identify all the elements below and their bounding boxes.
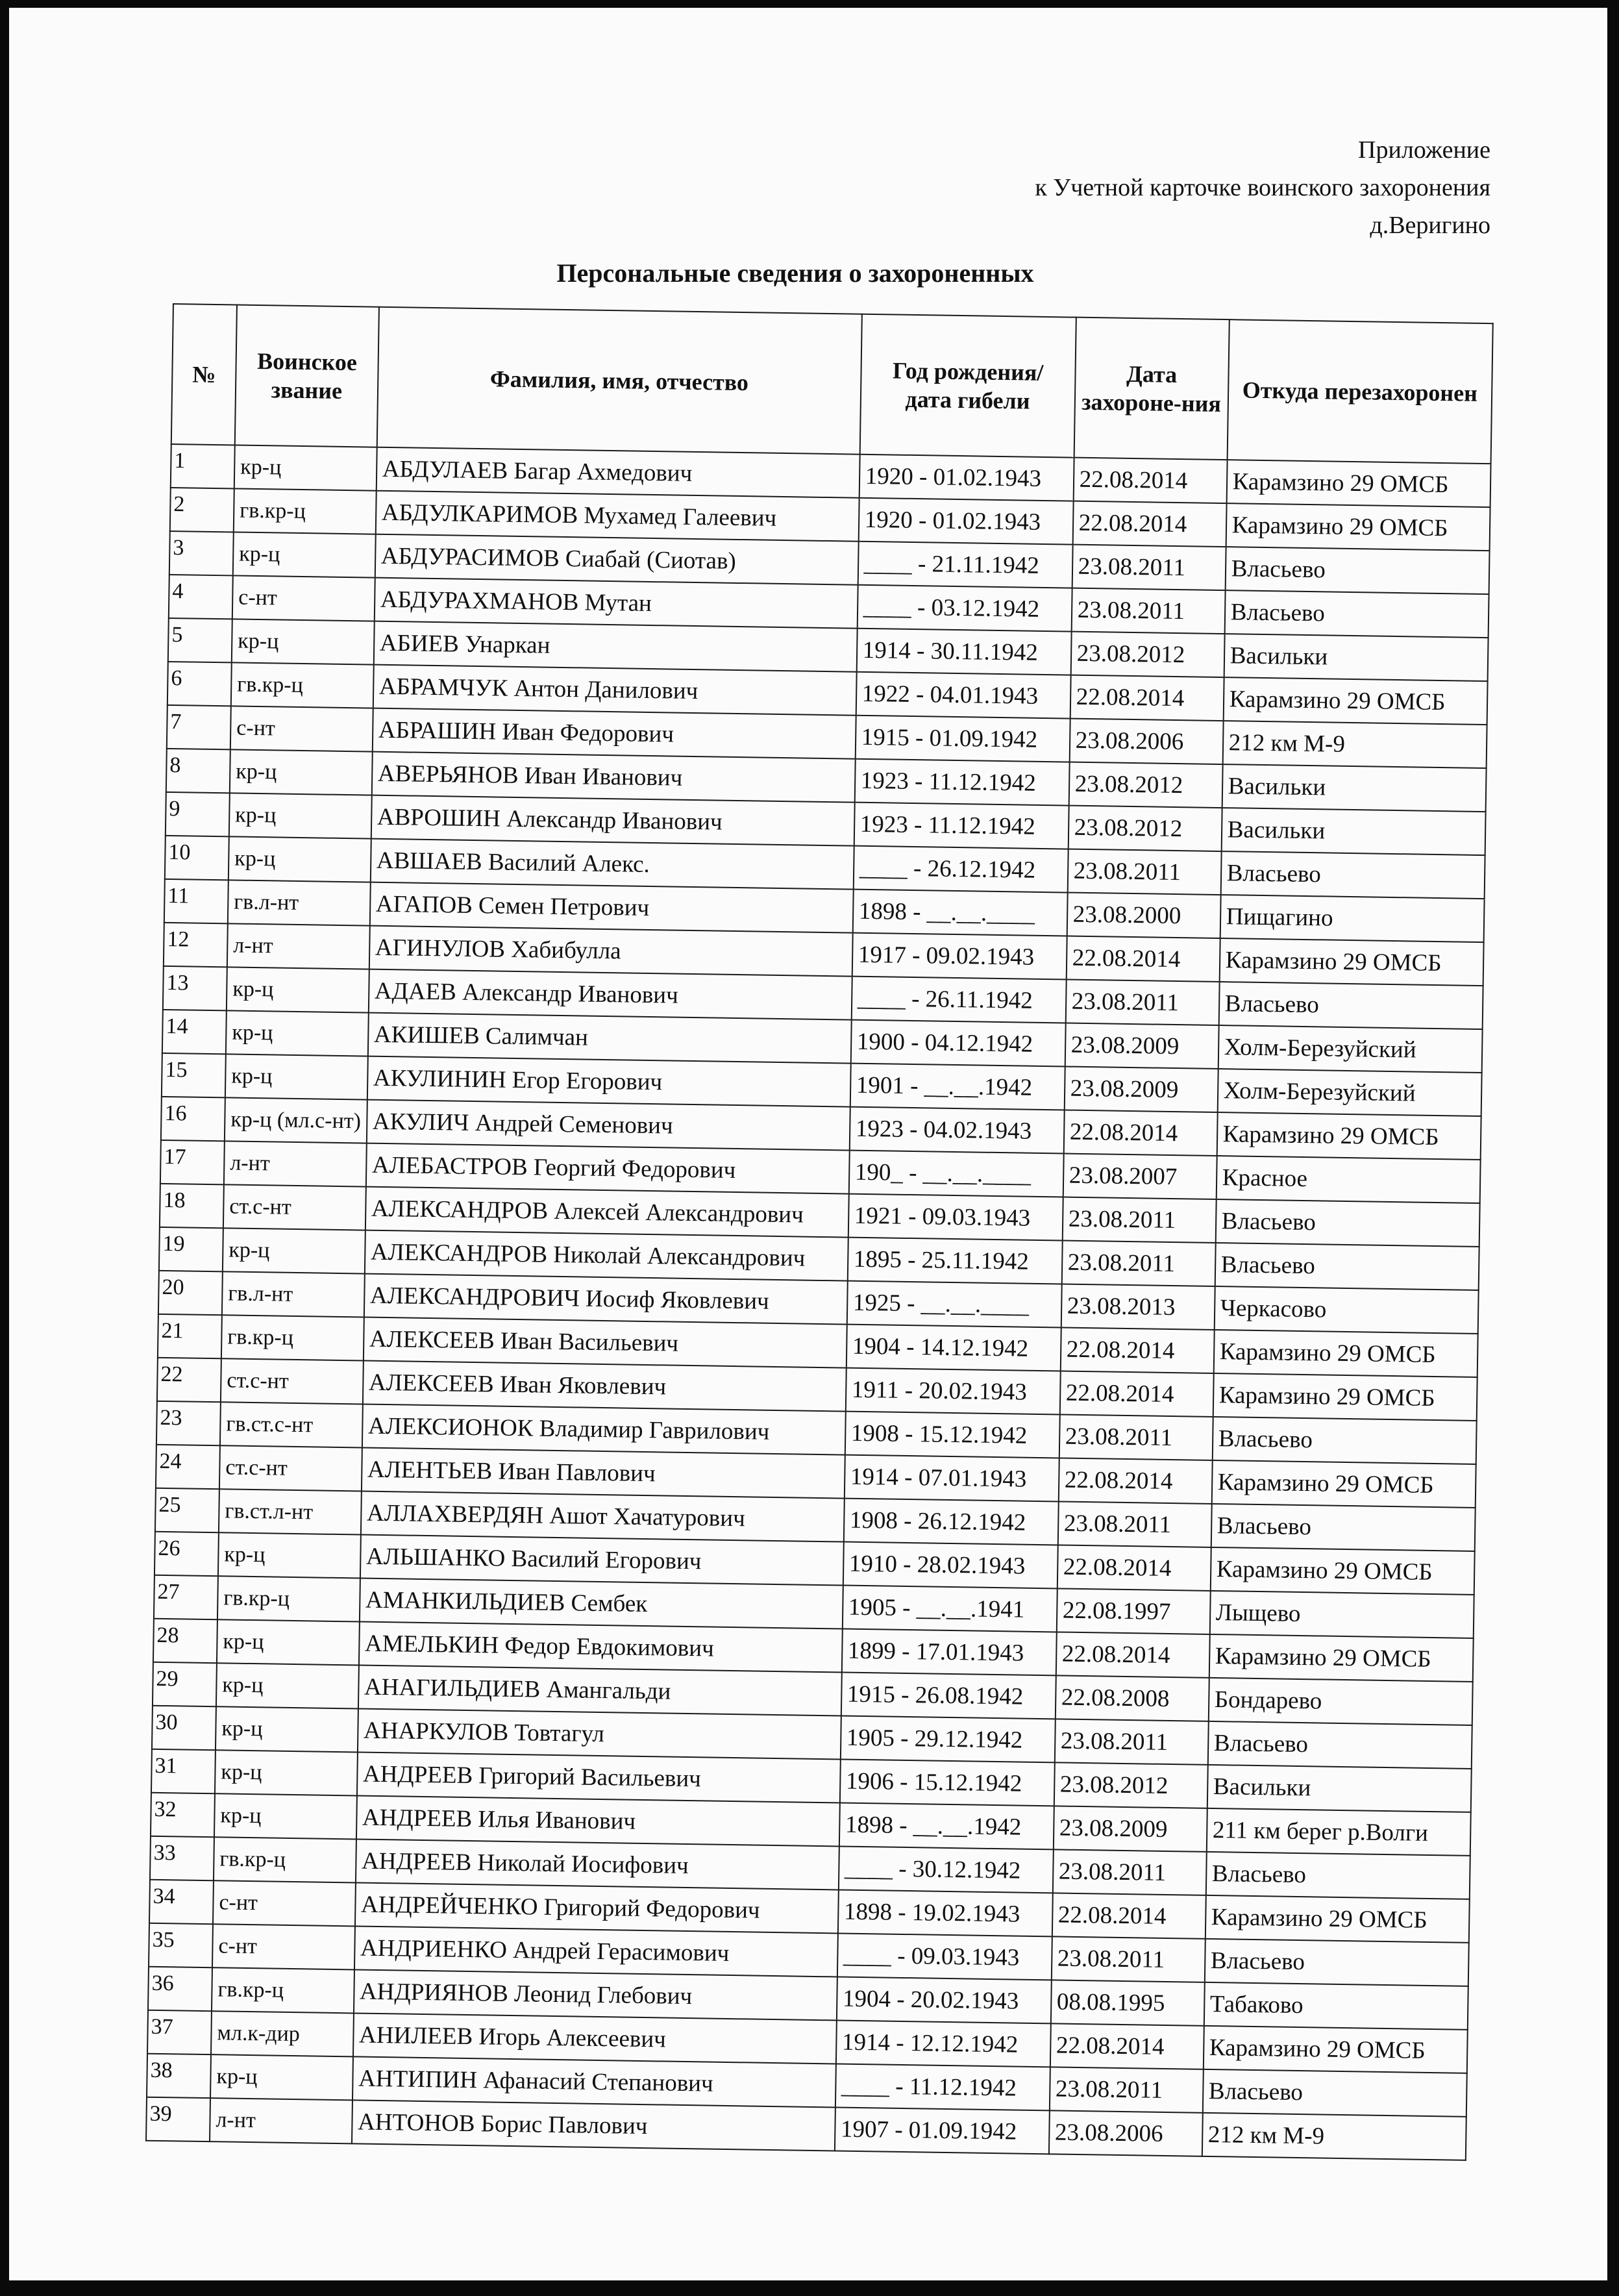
cell-origin: Власьево <box>1211 1504 1475 1551</box>
column-header-origin: Откуда перезахоронен <box>1227 319 1492 464</box>
cell-burial-date: 23.08.2007 <box>1063 1154 1217 1199</box>
cell-dates: 1922 - 04.01.1943 <box>856 672 1070 719</box>
cell-name: АЛЬШАНКО Василий Егорович <box>360 1535 844 1586</box>
cell-name: АНТИПИН Афанасий Степанович <box>352 2056 836 2107</box>
cell-rank: ст.с-нт <box>221 1358 364 1404</box>
cell-burial-date: 22.08.2014 <box>1058 1458 1212 1503</box>
cell-number: 10 <box>165 836 229 880</box>
cell-dates: 1917 - 09.02.1943 <box>852 933 1067 980</box>
cell-origin: Власьево <box>1218 982 1483 1029</box>
cell-dates: 1923 - 11.12.1942 <box>854 803 1069 849</box>
cell-name: АКУЛИЧ Андрей Семенович <box>366 1100 850 1151</box>
cell-dates: ____ - 26.11.1942 <box>851 977 1066 1023</box>
cell-burial-date: 23.08.2012 <box>1068 806 1222 851</box>
cell-dates: 1899 - 17.01.1943 <box>841 1629 1056 1676</box>
cell-number: 33 <box>150 1836 214 1880</box>
cell-number: 16 <box>161 1097 225 1141</box>
cell-origin: Васильки <box>1221 808 1485 855</box>
cell-dates: 1923 - 04.02.1943 <box>849 1107 1064 1154</box>
cell-number: 22 <box>157 1358 221 1402</box>
cell-origin: 212 км М-9 <box>1202 2113 1466 2160</box>
cell-origin: Пищагино <box>1220 895 1484 942</box>
cell-dates: ____ - 09.03.1943 <box>837 1933 1052 1980</box>
cell-rank: гв.кр-ц <box>212 1967 354 2013</box>
cell-name: АНТОНОВ Борис Павлович <box>352 2100 835 2151</box>
cell-dates: ____ - 11.12.1942 <box>835 2064 1050 2110</box>
cell-origin: Холм-Березуйский <box>1218 1025 1482 1073</box>
cell-dates: 1901 - __.__.1942 <box>850 1064 1065 1110</box>
cell-rank: гв.кр-ц <box>221 1315 364 1360</box>
cell-origin: Лыщево <box>1209 1591 1474 1638</box>
cell-rank: с-нт <box>232 575 375 621</box>
cell-rank: кр-ц <box>227 967 369 1012</box>
cell-origin: 211 км берег р.Волги <box>1206 1808 1470 1856</box>
cell-name: АНДРЕЕВ Григорий Васильевич <box>357 1752 841 1803</box>
cell-origin: Власьево <box>1215 1243 1479 1290</box>
cell-name: АВРОШИН Александр Иванович <box>371 795 854 846</box>
cell-number: 32 <box>151 1793 215 1837</box>
cell-number: 4 <box>169 575 233 619</box>
cell-number: 9 <box>166 792 230 836</box>
cell-dates: 1905 - __.__.1941 <box>842 1586 1057 1632</box>
cell-origin: 212 км М-9 <box>1222 721 1487 768</box>
cell-burial-date: 23.08.2009 <box>1053 1806 1207 1851</box>
cell-number: 36 <box>148 1967 212 2011</box>
cell-burial-date: 08.08.1995 <box>1050 1980 1204 2025</box>
cell-name: АБДУРАХМАНОВ Мутан <box>374 578 858 629</box>
cell-origin: Власьево <box>1205 1852 1470 1899</box>
cell-rank: ст.с-нт <box>219 1445 362 1491</box>
cell-burial-date: 22.08.2014 <box>1073 458 1227 503</box>
cell-name: АБДУЛАЕВ Багар Ахмедович <box>376 447 859 498</box>
cell-number: 39 <box>146 2097 210 2141</box>
cell-name: АВШАЕВ Василий Алекс. <box>370 839 854 890</box>
cell-name: АМАНКИЛЬДИЕВ Сембек <box>360 1578 843 1628</box>
cell-origin: Васильки <box>1224 634 1488 681</box>
cell-dates: 1923 - 11.12.1942 <box>854 759 1069 806</box>
cell-origin: Карамзино 29 ОМСБ <box>1203 2026 1467 2073</box>
cell-burial-date: 23.08.2011 <box>1057 1501 1211 1547</box>
cell-number: 5 <box>168 618 232 662</box>
cell-rank: гв.кр-ц <box>234 488 377 534</box>
cell-number: 7 <box>167 705 231 749</box>
cell-number: 29 <box>153 1662 217 1706</box>
cell-name: АКУЛИНИН Егор Егорович <box>367 1056 850 1107</box>
cell-origin: Власьево <box>1220 851 1485 899</box>
cell-rank: кр-ц <box>232 619 375 664</box>
cell-number: 25 <box>155 1488 219 1532</box>
header-note-line: к Учетной карточке воинского захоронения <box>1035 174 1490 201</box>
cell-rank: гв.кр-ц <box>231 662 374 708</box>
cell-burial-date: 23.08.2006 <box>1069 719 1223 764</box>
cell-burial-date: 22.08.2014 <box>1052 1893 1205 1938</box>
cell-dates: 1900 - 04.12.1942 <box>850 1020 1065 1067</box>
cell-burial-date: 23.08.2011 <box>1059 1414 1213 1460</box>
cell-dates: ____ - 03.12.1942 <box>857 585 1072 632</box>
cell-name: АНДРЕЙЧЕНКО Григорий Федорович <box>355 1882 839 1933</box>
cell-dates: ____ - 21.11.1942 <box>858 542 1072 588</box>
cell-name: АЛЕНТЬЕВ Иван Павлович <box>362 1448 845 1499</box>
header-note-line: Приложение <box>1358 136 1490 164</box>
cell-number: 35 <box>149 1923 213 1967</box>
cell-dates: 1925 - __.__.____ <box>847 1281 1061 1328</box>
cell-rank: кр-ц <box>216 1663 359 1708</box>
column-header-burial-date: Дата захороне-ния <box>1074 318 1229 460</box>
cell-name: АГИНУЛОВ Хабибулла <box>369 926 852 977</box>
cell-burial-date: 22.08.1997 <box>1056 1588 1210 1634</box>
cell-origin: Власьево <box>1215 1199 1479 1247</box>
cell-burial-date: 23.08.2012 <box>1070 632 1224 677</box>
cell-origin: Васильки <box>1222 764 1486 812</box>
cell-name: АБДУЛКАРИМОВ Мухамед Галеевич <box>375 491 859 542</box>
cell-name: АНИЛЕЕВ Игорь Алексеевич <box>353 2013 837 2064</box>
cell-dates: 1921 - 09.03.1943 <box>848 1194 1063 1241</box>
cell-rank: кр-ц <box>225 1054 368 1099</box>
cell-rank: кр-ц <box>223 1228 365 1273</box>
cell-burial-date: 23.08.2011 <box>1051 1936 1205 1982</box>
cell-burial-date: 22.08.2008 <box>1055 1675 1209 1721</box>
cell-dates: 1904 - 20.02.1943 <box>837 1977 1052 2023</box>
page-title: Персональные сведения о захороненных <box>556 258 1034 288</box>
cell-rank: гв.л-нт <box>228 880 371 925</box>
cell-origin: Карамзино 29 ОМСБ <box>1209 1634 1473 1682</box>
cell-origin: Карамзино 29 ОМСБ <box>1217 1112 1481 1160</box>
cell-number: 34 <box>149 1880 214 1924</box>
cell-dates: ____ - 26.12.1942 <box>853 846 1068 893</box>
cell-number: 27 <box>154 1575 218 1619</box>
cell-name: АЛЕКСЕЕВ Иван Васильевич <box>364 1317 847 1368</box>
cell-rank: кр-ц <box>226 1010 369 1056</box>
cell-origin: Карамзино 29 ОМСБ <box>1213 1330 1477 1377</box>
cell-name: АГАПОВ Семен Петрович <box>369 882 853 933</box>
cell-number: 8 <box>166 749 230 793</box>
cell-name: АЛЕКСАНДРОВ Алексей Александрович <box>365 1187 848 1238</box>
cell-number: 6 <box>167 662 232 706</box>
cell-burial-date: 22.08.2014 <box>1063 1110 1217 1156</box>
cell-rank: с-нт <box>212 1924 355 1969</box>
cell-number: 18 <box>160 1184 224 1228</box>
cell-name: АНДРЕЕВ Николай Иосифович <box>356 1839 839 1890</box>
cell-number: 3 <box>169 531 234 575</box>
cell-dates: 1920 - 01.02.1943 <box>858 498 1073 545</box>
cell-origin: Карамзино 29 ОМСБ <box>1210 1547 1474 1595</box>
column-header-dates: Год рождения/ дата гибели <box>859 314 1076 458</box>
cell-origin: Табаково <box>1204 1982 1468 2030</box>
cell-dates: 1908 - 26.12.1942 <box>843 1499 1058 1545</box>
cell-number: 26 <box>154 1532 219 1576</box>
cell-name: АНАГИЛЬДИЕВ Амангальди <box>358 1665 842 1716</box>
cell-burial-date: 23.08.2011 <box>1067 849 1221 895</box>
cell-origin: Карамзино 29 ОМСБ <box>1213 1373 1477 1421</box>
cell-rank: кр-ц <box>217 1619 360 1665</box>
cell-dates: 1915 - 26.08.1942 <box>841 1673 1056 1719</box>
cell-burial-date: 22.08.2014 <box>1060 1327 1214 1373</box>
cell-burial-date: 23.08.2013 <box>1061 1284 1215 1329</box>
cell-burial-date: 23.08.2011 <box>1049 2067 1203 2112</box>
cell-rank: кр-ц <box>210 2054 353 2100</box>
cell-name: АМЕЛЬКИН Федор Евдокимович <box>359 1621 843 1672</box>
cell-rank: гв.кр-ц <box>217 1576 360 1621</box>
cell-number: 20 <box>158 1271 223 1315</box>
cell-rank: кр-ц <box>229 793 372 838</box>
cell-dates: 1911 - 20.02.1943 <box>845 1368 1060 1415</box>
cell-name: АБДУРАСИМОВ Сиабай (Сиотав) <box>375 534 858 585</box>
cell-number: 19 <box>159 1227 223 1271</box>
cell-name: АВЕРЬЯНОВ Иван Иванович <box>371 752 855 803</box>
cell-rank: кр-ц <box>215 1750 358 1795</box>
cell-dates: 1908 - 15.12.1942 <box>845 1412 1059 1458</box>
cell-burial-date: 23.08.2012 <box>1054 1762 1207 1808</box>
cell-rank: с-нт <box>230 706 373 751</box>
cell-number: 11 <box>164 879 229 923</box>
cell-number: 1 <box>171 444 235 488</box>
cell-name: АБРАШИН Иван Федорович <box>372 708 856 759</box>
cell-origin: Власьево <box>1202 2069 1466 2117</box>
cell-origin: Власьево <box>1224 590 1489 638</box>
cell-rank: л-нт <box>210 2098 352 2143</box>
cell-origin: Власьево <box>1225 547 1489 594</box>
cell-origin: Власьево <box>1204 1939 1468 1986</box>
cell-origin: Красное <box>1216 1156 1480 1203</box>
cell-rank: мл.к-дир <box>211 2011 354 2056</box>
cell-rank: кр-ц <box>234 445 377 490</box>
cell-burial-date: 23.08.2006 <box>1049 2110 1203 2156</box>
cell-name: АКИШЕВ Салимчан <box>367 1013 851 1064</box>
table-header-row <box>171 304 1493 464</box>
cell-number: 17 <box>160 1140 225 1184</box>
cell-burial-date: 22.08.2014 <box>1066 936 1220 982</box>
cell-number: 12 <box>164 923 228 967</box>
cell-dates: 1898 - __.__.____ <box>852 890 1067 936</box>
cell-burial-date: 22.08.2014 <box>1057 1545 1211 1590</box>
burials-table <box>145 303 1493 2161</box>
cell-number: 15 <box>162 1053 226 1097</box>
cell-dates: 1906 - 15.12.1942 <box>839 1760 1054 1806</box>
cell-rank: с-нт <box>213 1880 356 1926</box>
cell-rank: кр-ц <box>214 1793 357 1839</box>
cell-burial-date: 23.08.2011 <box>1065 980 1219 1025</box>
cell-number: 2 <box>170 488 234 532</box>
cell-dates: 1914 - 12.12.1942 <box>836 2020 1051 2067</box>
cell-rank: кр-ц <box>230 749 373 795</box>
cell-dates: 1907 - 01.09.1942 <box>835 2107 1050 2154</box>
cell-dates: 1898 - 19.02.1943 <box>838 1890 1053 1936</box>
cell-burial-date: 23.08.2011 <box>1071 588 1225 634</box>
cell-number: 24 <box>156 1445 220 1489</box>
cell-name: АНДРЕЕВ Илья Иванович <box>356 1795 840 1846</box>
cell-burial-date: 23.08.2000 <box>1067 893 1220 938</box>
cell-name: АЛЕКСИОНОК Владимир Гаврилович <box>362 1404 846 1455</box>
cell-burial-date: 23.08.2009 <box>1064 1067 1218 1112</box>
cell-name: АЛЕКСЕЕВ Иван Яковлевич <box>363 1361 847 1412</box>
cell-origin: Бондарево <box>1208 1678 1472 1725</box>
cell-dates: 190_ - __.__.____ <box>848 1151 1063 1197</box>
cell-origin: Черкасово <box>1214 1286 1478 1334</box>
cell-number: 30 <box>152 1706 216 1750</box>
document-page <box>9 8 1607 2280</box>
cell-rank: гв.кр-ц <box>214 1837 356 1882</box>
cell-rank: кр-ц <box>229 836 371 882</box>
cell-burial-date: 23.08.2011 <box>1054 1719 1208 1764</box>
cell-origin: Карамзино 29 ОМСБ <box>1223 677 1487 725</box>
cell-name: АНДРИЯНОВ Леонид Глебович <box>354 1969 837 2020</box>
cell-rank: ст.с-нт <box>223 1184 366 1230</box>
header-note <box>1035 131 1490 244</box>
cell-burial-date: 23.08.2011 <box>1061 1240 1215 1286</box>
cell-origin: Власьево <box>1212 1417 1476 1464</box>
cell-dates: 1898 - __.__.1942 <box>839 1803 1054 1849</box>
cell-burial-date: 23.08.2011 <box>1062 1197 1216 1242</box>
cell-dates: 1905 - 29.12.1942 <box>840 1716 1055 1763</box>
cell-number: 28 <box>153 1619 217 1663</box>
cell-origin: Карамзино 29 ОМСБ <box>1205 1895 1469 1943</box>
cell-origin: Карамзино 29 ОМСБ <box>1211 1460 1476 1508</box>
cell-dates: 1914 - 30.11.1942 <box>856 629 1071 675</box>
cell-rank: л-нт <box>224 1141 367 1186</box>
cell-origin: Холм-Березуйский <box>1217 1069 1481 1116</box>
cell-rank: гв.л-нт <box>222 1271 365 1317</box>
column-header-number: № <box>171 304 237 445</box>
cell-dates: 1895 - 25.11.1942 <box>847 1238 1062 1284</box>
cell-number: 14 <box>162 1010 227 1054</box>
header-note-line: д.Веригино <box>1370 212 1490 239</box>
cell-name: АЛЕБАСТРОВ Георгий Федорович <box>365 1143 849 1194</box>
column-header-rank: Воинское звание <box>235 305 379 447</box>
column-header-name: Фамилия, имя, отчество <box>377 307 861 455</box>
cell-burial-date: 23.08.2011 <box>1072 545 1226 590</box>
cell-burial-date: 23.08.2011 <box>1052 1849 1206 1895</box>
cell-dates: ____ - 30.12.1942 <box>839 1846 1054 1893</box>
cell-name: АЛЕКСАНДРОВ Николай Александрович <box>365 1230 848 1281</box>
cell-rank: кр-ц <box>216 1706 358 1752</box>
cell-rank: гв.ст.л-нт <box>219 1489 362 1534</box>
cell-name: АНАРКУЛОВ Товтагул <box>358 1708 841 1759</box>
cell-burial-date: 23.08.2012 <box>1069 762 1222 808</box>
cell-name: АЛЛАХВЕРДЯН Ашот Хачатурович <box>361 1491 845 1542</box>
cell-rank: кр-ц <box>218 1532 361 1578</box>
cell-number: 37 <box>147 2010 212 2054</box>
cell-rank: л-нт <box>227 923 370 969</box>
cell-rank: кр-ц <box>233 532 376 577</box>
cell-dates: 1920 - 01.02.1943 <box>859 455 1074 501</box>
cell-number: 38 <box>147 2054 211 2098</box>
cell-origin: Карамзино 29 ОМСБ <box>1219 938 1483 986</box>
cell-origin: Васильки <box>1207 1765 1471 1812</box>
cell-dates: 1904 - 14.12.1942 <box>846 1325 1061 1371</box>
cell-origin: Власьево <box>1207 1721 1472 1769</box>
cell-dates: 1910 - 28.02.1943 <box>843 1542 1057 1589</box>
cell-dates: 1914 - 07.01.1943 <box>844 1455 1059 1502</box>
cell-origin: Карамзино 29 ОМСБ <box>1226 460 1490 507</box>
cell-number: 21 <box>158 1314 222 1358</box>
cell-burial-date: 22.08.2014 <box>1059 1371 1213 1416</box>
cell-origin: Карамзино 29 ОМСБ <box>1226 503 1490 551</box>
cell-burial-date: 22.08.2014 <box>1056 1632 1209 1677</box>
cell-name: АЛЕКСАНДРОВИЧ Иосиф Яковлевич <box>364 1274 848 1325</box>
cell-dates: 1915 - 01.09.1942 <box>855 716 1070 762</box>
cell-name: АДАЕВ Александр Иванович <box>368 969 852 1020</box>
cell-number: 13 <box>163 966 227 1010</box>
cell-number: 23 <box>156 1401 221 1445</box>
cell-name: АНДРИЕНКО Андрей Герасимович <box>354 1926 838 1977</box>
cell-rank: гв.ст.с-нт <box>220 1402 363 1447</box>
cell-name: АБИЕВ Унаркан <box>373 621 857 672</box>
cell-name: АБРАМЧУК Антон Данилович <box>373 665 856 716</box>
cell-number: 31 <box>151 1749 216 1793</box>
cell-rank: кр-ц (мл.с-нт) <box>225 1097 367 1143</box>
cell-burial-date: 22.08.2014 <box>1072 501 1226 547</box>
cell-burial-date: 22.08.2014 <box>1050 2023 1204 2069</box>
cell-burial-date: 22.08.2014 <box>1070 675 1224 721</box>
cell-burial-date: 23.08.2009 <box>1065 1023 1218 1069</box>
